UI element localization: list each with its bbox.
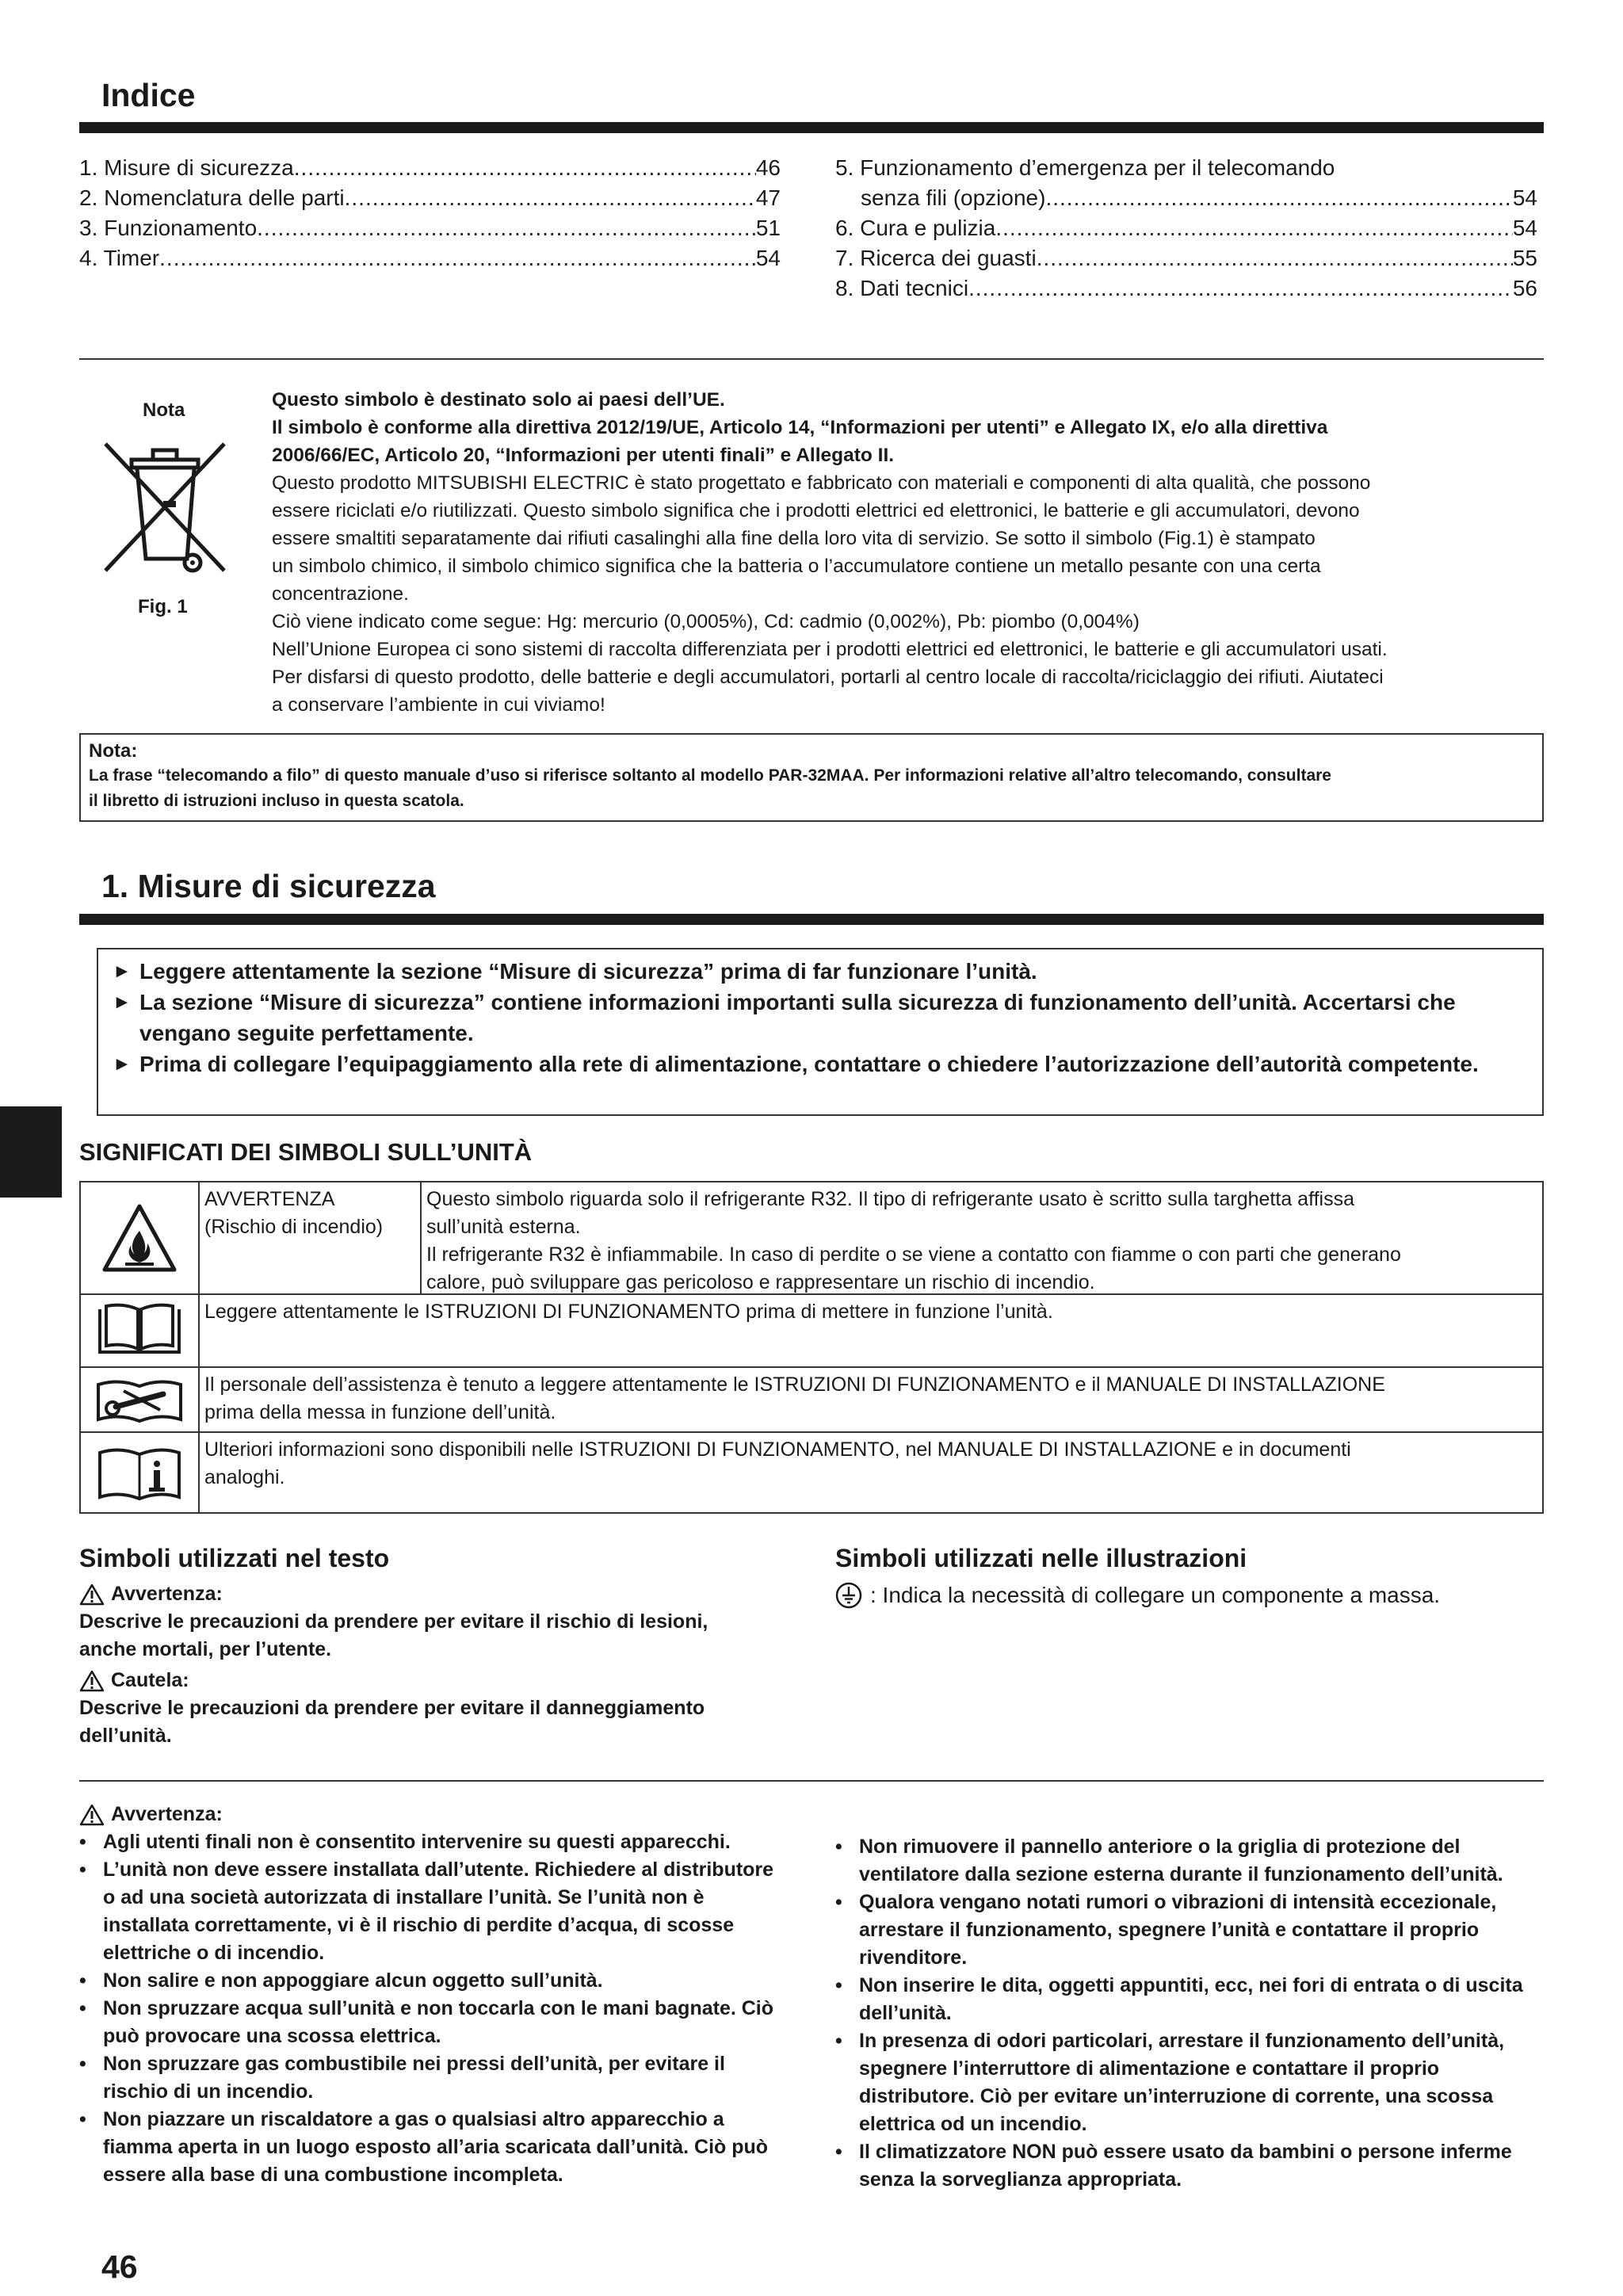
list-item: • Non rimuovere il pannello anteriore o la griglia di protezione del ventilatore dalla sezione esterna durante il funzionamento dell’unità. [835, 1833, 1533, 1889]
avvertenza-label: Avvertenza: [111, 1803, 223, 1825]
fire-text [426, 1186, 1534, 1297]
weee-line: essere riciclati e/o riutilizzati. Questo simbolo significa che i prodotti elettrici ed elettronici, le batterie e gli accumulatori, devono [272, 500, 1360, 521]
warning-desc: anche mortali, per l’utente. [79, 1638, 332, 1660]
index-title: Indice [101, 77, 196, 113]
ground-desc: : Indica la necessità di collegare un componente a massa. [870, 1583, 1441, 1607]
open-book-icon [92, 1303, 187, 1360]
nota-label: Nota [143, 399, 185, 421]
toc-entry[interactable]: 4. Timer ..... 54 [79, 244, 781, 274]
warning-triangle-icon [79, 1584, 105, 1606]
caution-label: Cautela: [111, 1669, 189, 1691]
ground-icon [835, 1582, 862, 1609]
toc-entry[interactable]: 8. Dati tecnici ..... 56 [835, 274, 1537, 304]
weee-text [272, 386, 1540, 719]
list-item: • Non salire e non appoggiare alcun oggetto sull’unità. [79, 1967, 777, 1995]
avvertenza-row [79, 1801, 223, 1828]
side-tab [0, 1106, 62, 1198]
fire-label [204, 1186, 442, 1241]
page-number: 46 [101, 2248, 138, 2285]
weee-bold-line: Questo simbolo è destinato solo ai paesi dell’UE. [272, 389, 725, 411]
symbol-row-manual [81, 1293, 1542, 1368]
fire-text-line: Il refrigerante R32 è infiammabile. In caso di perdite o se viene a contatto con fiamme o con parti che generano [426, 1244, 1401, 1266]
caution-desc: dell’unità. [79, 1725, 172, 1747]
caution-desc: Descrive le precauzioni da prendere per evitare il danneggiamento [79, 1697, 705, 1719]
service-text-line: prima della messa in funzione dell’unità. [204, 1401, 556, 1423]
divider [79, 358, 1544, 360]
weee-line: Ciò viene indicato come segue: Hg: mercurio (0,0005%), Cd: cadmio (0,002%), Pb: piombo (0,004%) [272, 611, 1140, 632]
warning-label: Avvertenza: [111, 1583, 223, 1605]
nota-box-line: il libretto di istruzioni incluso in questa scatola. [89, 792, 464, 810]
illus-symbols-heading: Simboli utilizzati nelle illustrazioni [835, 1544, 1247, 1572]
weee-line: Nell’Unione Europea ci sono sistemi di raccolta differenziata per i prodotti elettrici ed elettronici, le batterie e gli accumulatori usati. [272, 639, 1388, 660]
symbol-cell [81, 1368, 200, 1433]
toc-entry-first-line[interactable]: 5. Funzionamento d’emergenza per il telecomando [835, 155, 1335, 180]
weee-line: Per disfarsi di questo prodotto, delle batterie e degli accumulatori, portarli al centro locale di raccolta/riciclaggio dei rifiuti. Aiutateci [272, 667, 1384, 688]
toc-entry[interactable]: 7. Ricerca dei guasti ..... 55 [835, 244, 1537, 274]
nota-box-line: La frase “telecomando a filo” di questo manuale d’uso si riferisce soltanto al modello PAR-32MAA. Per informazioni relative all’altro telecomando, consultare [89, 766, 1331, 785]
title-rule [79, 122, 1544, 133]
ground-row [835, 1580, 1440, 1610]
fire-text-line: calore, può sviluppare gas pericoloso e rappresentare un rischio di incendio. [426, 1271, 1095, 1293]
fire-label-line: (Rischio di incendio) [204, 1216, 384, 1238]
symbol-cell [81, 1295, 200, 1368]
toc-entry[interactable]: 3. Funzionamento ..... 51 [79, 214, 781, 244]
avvertenza-list-right [835, 1833, 1533, 2194]
info-text-line: analoghi. [204, 1466, 285, 1488]
manual-text: Leggere attentamente le ISTRUZIONI DI FUNZIONAMENTO prima di mettere in funzione l’unità. [204, 1301, 1053, 1323]
warning-triangle-icon [79, 1804, 105, 1826]
divider [79, 1780, 1544, 1782]
toc-entry[interactable]: senza fili (opzione) ..... 54 [835, 184, 1537, 214]
fire-col-divider [420, 1182, 422, 1293]
service-text-line: Il personale dell’assistenza è tenuto a leggere attentamente le ISTRUZIONI DI FUNZIONAMENTO e il MANUALE DI INSTALLAZIONE [204, 1373, 1385, 1396]
info-manual-icon [92, 1445, 187, 1502]
weee-line: Questo prodotto MITSUBISHI ELECTRIC è stato progettato e fabbricato con materiali e componenti di alta qualità, che possono [272, 472, 1371, 494]
toc-entry[interactable]: 2. Nomenclatura delle parti ..... 47 [79, 184, 781, 214]
symbol-row-fire [81, 1182, 1542, 1293]
avvertenza-list-left [79, 1828, 777, 2189]
weee-line: essere smaltiti separatamente dai rifiuti casalinghi alla fine della loro vita di servizio. Se sotto il simbolo (Fig.1) è stampato [272, 528, 1316, 549]
list-item: • Non piazzare un riscaldatore a gas o qualsiasi altro apparecchio a fiamma aperta in un luogo esposto all’aria scaricata dall’unità. Ciò può essere alla base di una combustione incompleta. [79, 2106, 777, 2189]
info-text-line: Ulteriori informazioni sono disponibili nelle ISTRUZIONI DI FUNZIONAMENTO, nel MANUALE DI INSTALLAZIONE e in documenti [204, 1438, 1351, 1461]
fire-text-line: sull’unità esterna. [426, 1216, 581, 1238]
symbol-cell [81, 1182, 200, 1293]
caution-triangle-icon [79, 1670, 105, 1692]
text-symbols-heading: Simboli utilizzati nel testo [79, 1544, 390, 1572]
fire-warning-icon [101, 1202, 178, 1274]
service-text [204, 1371, 1534, 1427]
list-item: • In presenza di odori particolari, arrestare il funzionamento dell’unità, spegnere l’interruttore di alimentazione e contattare il proprio distributore. Ciò per evitare un’interruzione di corrente, una scossa elettrica od un incendio. [835, 2027, 1533, 2138]
toc-right [835, 154, 1537, 304]
section-rule [79, 914, 1544, 925]
list-item: • Non spruzzare acqua sull’unità e non toccarla con le mani bagnate. Ciò può provocare una scossa elettrica. [79, 1995, 777, 2050]
list-item: • Agli utenti finali non è consentito intervenire su questi apparecchi. [79, 1828, 777, 1856]
weee-bold-line: 2006/66/EC, Articolo 20, “Informazioni per utenti finali” e Allegato II. [272, 445, 895, 466]
fig-label: Fig. 1 [138, 596, 188, 617]
symbol-row-service [81, 1366, 1542, 1433]
fire-label-line: AVVERTENZA [204, 1188, 335, 1210]
caution-row [79, 1667, 792, 1694]
symbol-row-info [81, 1431, 1542, 1514]
safety-warning-box [97, 948, 1544, 1116]
crossed-bin-icon [94, 428, 236, 586]
toc-left [79, 154, 781, 274]
weee-bold-line: Il simbolo è conforme alla direttiva 2012/19/UE, Articolo 14, “Informazioni per utenti” e Allegato IX, e/o alla direttiva [272, 417, 1328, 438]
info-text [204, 1436, 1534, 1492]
list-item: • L’unità non deve essere installata dall’utente. Richiedere al distributore o ad una società autorizzata di installare l’unità. Se l’unità non è installata correttamente, vi è il rischio di perdite d’acqua, di scosse elettriche o di incendio. [79, 1856, 777, 1967]
list-item: • Qualora vengano notati rumori o vibrazioni di intensità eccezionale, arrestare il funzionamento, spegnere l’unità e contattare il proprio rivenditore. [835, 1889, 1533, 1972]
toc-entry[interactable]: 6. Cura e pulizia ..... 54 [835, 214, 1537, 244]
weee-line: un simbolo chimico, il simbolo chimico significa che la batteria o l’accumulatore contiene un metallo pesante con una certa [272, 556, 1321, 577]
section-title: 1. Misure di sicurezza [101, 868, 436, 904]
weee-line: a conservare l’ambiente in cui viviamo! [272, 694, 605, 716]
symbols-table [79, 1181, 1544, 1514]
toc-entry[interactable]: 1. Misure di sicurezza ..... 46 [79, 154, 781, 184]
service-manual-icon [92, 1377, 187, 1424]
symbols-heading: SIGNIFICATI DEI SIMBOLI SULL’UNITÀ [79, 1138, 533, 1166]
list-item: • Non spruzzare gas combustibile nei pressi dell’unità, per evitare il rischio di un incendio. [79, 2050, 777, 2106]
safety-warning: ► Prima di collegare l’equipaggiamento alla rete di alimentazione, contattare o chiedere l’autorizzazione dell’autorità competente. [113, 1049, 1528, 1079]
text-symbols-body [79, 1580, 792, 1750]
warning-desc: Descrive le precauzioni da prendere per evitare il rischio di lesioni, [79, 1610, 708, 1633]
warning-row [79, 1580, 792, 1608]
safety-warning: ► Leggere attentamente la sezione “Misure di sicurezza” prima di far funzionare l’unità. [113, 956, 1528, 987]
nota-box-label: Nota: [89, 740, 138, 762]
symbol-cell [81, 1433, 200, 1514]
list-item: • Non inserire le dita, oggetti appuntiti, ecc, nei fori di entrata o di uscita dell’unità. [835, 1972, 1533, 2027]
nota-box [79, 733, 1544, 822]
weee-line: concentrazione. [272, 583, 409, 605]
safety-warning: ► La sezione “Misure di sicurezza” contiene informazioni importanti sulla sicurezza di funzionamento dell’unità. Accertarsi che vengano seguite perfettamente. [113, 987, 1528, 1049]
fire-text-line: Questo simbolo riguarda solo il refrigerante R32. Il tipo di refrigerante usato è scritto sulla targhetta affissa [426, 1188, 1354, 1210]
list-item: • Il climatizzatore NON può essere usato da bambini o persone inferme senza la sorveglianza appropriata. [835, 2138, 1533, 2194]
